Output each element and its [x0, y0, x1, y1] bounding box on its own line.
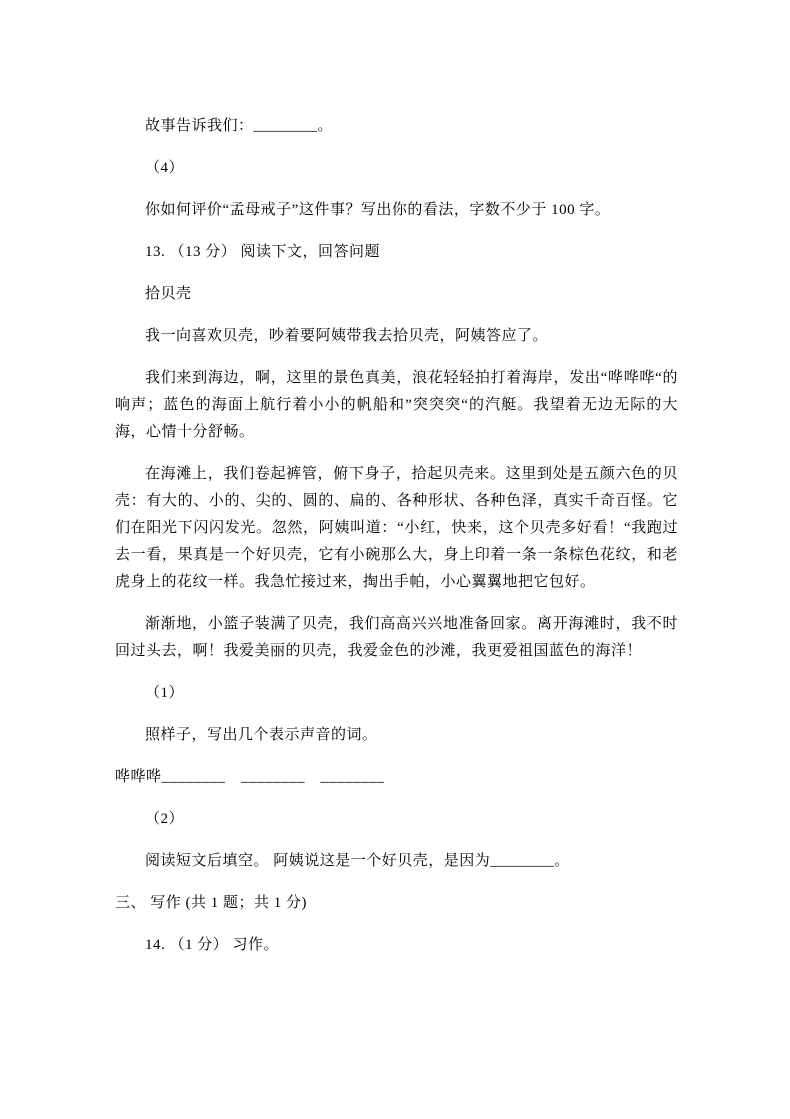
section-3-header: 三、 写作 (共 1 题；共 1 分) [115, 895, 307, 911]
sub-question-2-label: （2） [145, 811, 185, 827]
passage-title: 拾贝壳 [145, 286, 192, 302]
sub-question-1-prompt: 照样子，写出几个表示声音的词。 [145, 727, 378, 743]
passage-paragraph-1: 我一向喜欢贝壳，吵着要阿姨带我去拾贝壳，阿姨答应了。 [145, 328, 549, 344]
passage-paragraph-3: 在海滩上，我们卷起裤管，俯下身子，拾起贝壳来。这里到处是五颜六色的贝壳：有大的、小的、尖的、圆的、扁的、各种形状、各种色泽，真实千奇百怪。它们在阳光下闪闪发光。忽然，阿姨叫道：“小红，快来，这个贝壳多好看！“我跑过去一看，果真是一个好贝壳，它有小碗那么大，身上印着一条一条棕色花纹，和老虎身上的花纹一样。我急忙接过来，掏出手帕，小心翼翼地把它包好。 [115, 466, 678, 590]
sub-question-4-label: （4） [145, 160, 185, 176]
sub-question-1-answer-blanks: 哗哗哗________ ________ ________ [115, 769, 385, 785]
question-13-header: 13. （13 分） 阅读下文，回答问题 [145, 244, 381, 260]
fill-in-blank-sentence: 故事告诉我们：________。 [145, 118, 334, 134]
passage-paragraph-2: 我们来到海边，啊，这里的景色真美，浪花轻轻拍打着海岸，发出“哗哗哗“的响声；蓝色的海面上航行着小小的帆船和”突突突“的汽艇。我望着无边无际的大海，心情十分舒畅。 [115, 370, 678, 440]
sub-question-1-label: （1） [145, 685, 185, 701]
question-14-header: 14. （1 分） 习作。 [145, 937, 280, 953]
passage-paragraph-4: 渐渐地，小篮子装满了贝壳，我们高高兴兴地准备回家。离开海滩时，我不时回过头去，啊！我爱美丽的贝壳，我爱金色的沙滩，我更爱祖国蓝色的海洋！ [115, 616, 678, 659]
sub-question-2-prompt: 阅读短文后填空。 阿姨说这是一个好贝壳，是因为________。 [145, 853, 570, 869]
question-4-prompt: 你如何评价“孟母戒子”这件事？写出你的看法，字数不少于 100 字。 [145, 202, 611, 218]
